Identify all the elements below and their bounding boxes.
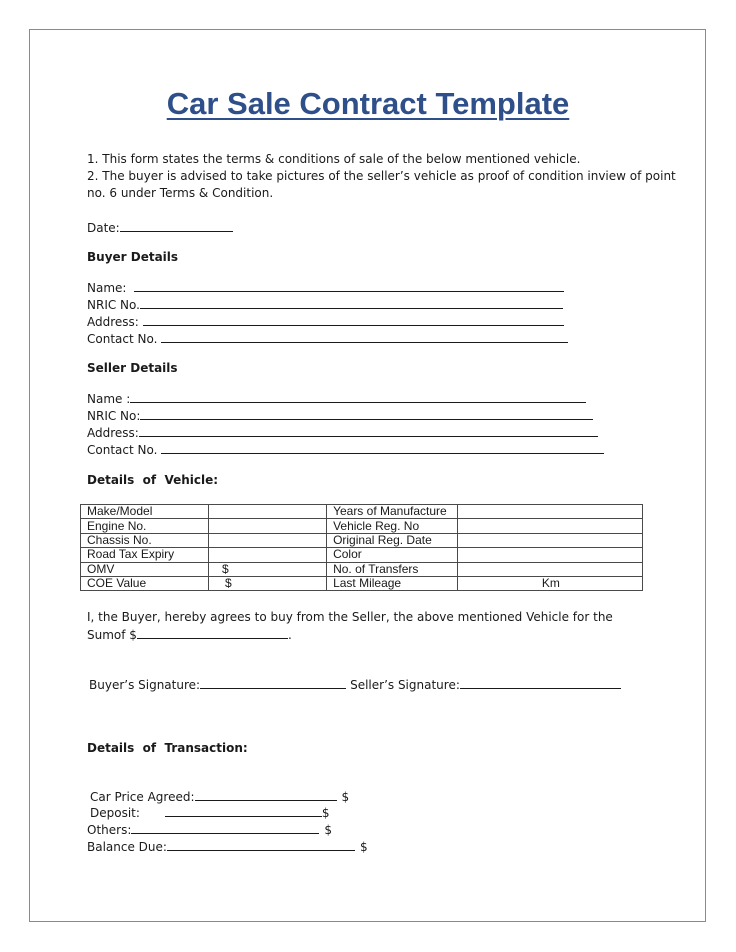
vehicle-label-chassis: Chassis No.: [81, 533, 209, 547]
car-price-field[interactable]: [195, 788, 337, 801]
vehicle-label-reg-date: Original Reg. Date: [327, 533, 458, 547]
date-row: [87, 219, 233, 237]
deposit-field[interactable]: [165, 804, 322, 817]
vehicle-value-reg-date[interactable]: [457, 533, 642, 547]
agreement-period: .: [287, 628, 292, 642]
document-title: Car Sale Contract Template: [166, 86, 570, 121]
vehicle-value-road-tax[interactable]: [209, 548, 327, 562]
seller-contact-label: Contact No.: [87, 443, 158, 457]
buyer-nric-field[interactable]: [140, 296, 563, 309]
vehicle-label-mileage: Last Mileage: [327, 576, 458, 590]
table-row: [81, 562, 643, 576]
date-label: Date:: [87, 221, 120, 235]
seller-nric-field[interactable]: [140, 407, 593, 420]
deposit-currency: $: [321, 806, 330, 820]
table-row: [81, 519, 643, 533]
buyer-address-field[interactable]: [143, 313, 564, 326]
seller-nric-label: NRIC No:: [87, 409, 141, 423]
seller-address-label: Address:: [87, 426, 139, 440]
vehicle-value-reg-no[interactable]: [457, 519, 642, 533]
vehicle-label-road-tax: Road Tax Expiry: [81, 548, 209, 562]
seller-nric-row: [87, 407, 593, 425]
seller-contact-row: [87, 441, 604, 459]
buyer-address-label: Address:: [87, 315, 139, 329]
deposit-row: [90, 804, 330, 822]
signature-row: [89, 676, 621, 694]
buyer-name-field[interactable]: [134, 279, 564, 292]
vehicle-label-transfers: No. of Transfers: [327, 562, 458, 576]
vehicle-label-omv: OMV: [81, 562, 209, 576]
transaction-heading: Details of Transaction:: [87, 741, 248, 755]
buyer-contact-label: Contact No.: [87, 332, 158, 346]
vehicle-value-make-model[interactable]: [209, 505, 327, 519]
vehicle-details-table: [80, 504, 643, 591]
seller-name-field[interactable]: [130, 390, 586, 403]
vehicle-label-coe: COE Value: [81, 576, 209, 590]
vehicle-label-make-model: Make/Model: [81, 505, 209, 519]
table-row: [81, 505, 643, 519]
agreement-line-2: [87, 626, 292, 644]
seller-signature-field[interactable]: [460, 676, 621, 689]
date-field[interactable]: [120, 219, 233, 232]
balance-row: [87, 838, 368, 856]
buyer-nric-label: NRIC No.: [87, 298, 140, 312]
vehicle-value-engine[interactable]: [209, 519, 327, 533]
seller-name-label: Name :: [87, 392, 131, 406]
balance-currency: $: [359, 840, 368, 854]
vehicle-label-engine: Engine No.: [81, 519, 209, 533]
others-label: Others:: [87, 823, 132, 837]
balance-label: Balance Due:: [87, 840, 167, 854]
table-row: [81, 533, 643, 547]
buyer-name-label: Name:: [87, 281, 127, 295]
deposit-label: Deposit:: [90, 806, 140, 820]
others-field[interactable]: [131, 821, 319, 834]
buyer-contact-row: [87, 330, 568, 348]
intro-line-3: no. 6 under Terms & Condition.: [87, 186, 274, 200]
vehicle-value-omv[interactable]: $: [209, 562, 327, 576]
others-currency: $: [324, 823, 333, 837]
intro-line-1: 1. This form states the terms & conditions of sale of the below mentioned vehicle.: [87, 152, 581, 166]
car-price-currency: $: [341, 790, 350, 804]
seller-address-row: [87, 424, 598, 442]
buyer-address-row: [87, 313, 564, 331]
buyer-signature-field[interactable]: [200, 676, 346, 689]
table-row: [81, 576, 643, 590]
balance-field[interactable]: [167, 838, 355, 851]
vehicle-value-color[interactable]: [457, 548, 642, 562]
table-row: [81, 548, 643, 562]
car-price-label: Car Price Agreed:: [90, 790, 195, 804]
buyer-signature-label: Buyer’s Signature:: [89, 678, 201, 692]
buyer-name-row: [87, 279, 564, 297]
vehicle-heading: Details of Vehicle:: [87, 473, 219, 487]
seller-name-row: [87, 390, 586, 408]
vehicle-value-year[interactable]: [457, 505, 642, 519]
vehicle-value-coe[interactable]: $: [209, 576, 327, 590]
agreement-line-1: I, the Buyer, hereby agrees to buy from the Seller, the above mentioned Vehicle for the: [87, 610, 613, 624]
buyer-contact-field[interactable]: [161, 330, 568, 343]
others-row: [87, 821, 332, 839]
vehicle-value-transfers[interactable]: [457, 562, 642, 576]
vehicle-label-reg-no: Vehicle Reg. No: [327, 519, 458, 533]
intro-line-2: 2. The buyer is advised to take pictures of the seller’s vehicle as proof of condition inview of point: [87, 169, 676, 183]
seller-address-field[interactable]: [139, 424, 598, 437]
buyer-heading: Buyer Details: [87, 250, 179, 264]
buyer-nric-row: [87, 296, 563, 314]
vehicle-label-year: Years of Manufacture: [327, 505, 458, 519]
vehicle-label-color: Color: [327, 548, 458, 562]
seller-contact-field[interactable]: [161, 441, 604, 454]
agreement-sum-field[interactable]: [137, 626, 288, 639]
seller-heading: Seller Details: [87, 361, 178, 375]
vehicle-value-mileage[interactable]: Km: [457, 576, 642, 590]
seller-signature-label: Seller’s Signature:: [350, 678, 460, 692]
vehicle-value-chassis[interactable]: [209, 533, 327, 547]
agreement-sum-label: Sumof $: [87, 628, 137, 642]
